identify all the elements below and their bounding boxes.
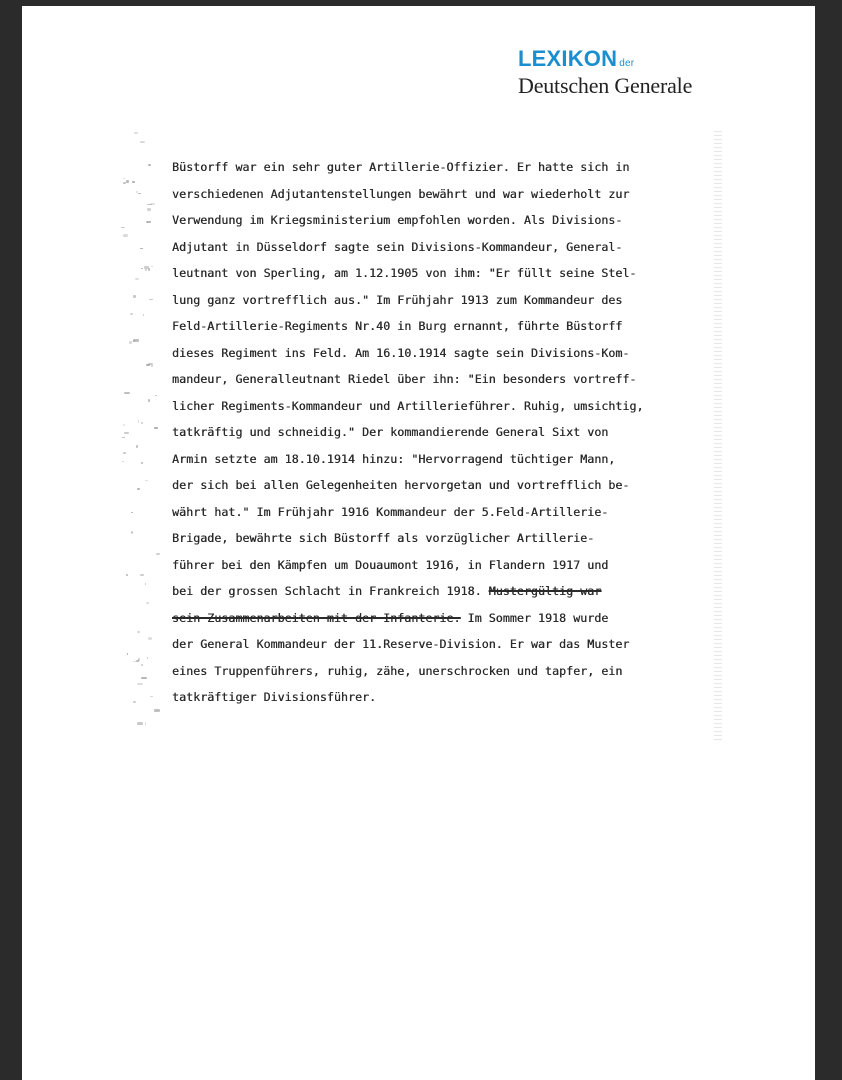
text-line: Adjutant in Düsseldorf sagte sein Divisions-Kommandeur, General- [172, 239, 623, 254]
scan-speck [136, 660, 139, 662]
typewritten-text [172, 154, 720, 711]
scan-speck [137, 631, 140, 633]
scan-speck [127, 653, 128, 656]
scan-speck [134, 132, 138, 134]
scan-speck [156, 553, 160, 555]
scan-speck [140, 141, 145, 144]
scan-speck [146, 221, 150, 223]
text-line: währt hat." Im Frühjahr 1916 Kommandeur der 5.Feld-Artillerie- [172, 504, 609, 519]
text-line [172, 578, 720, 605]
scan-speck [154, 709, 159, 711]
scan-speck [145, 583, 147, 584]
text-segment: bei der grossen Schlacht in Frankreich 1918. [172, 584, 489, 598]
scan-speck [145, 269, 147, 271]
logo-lexikon: LEXIKON der [518, 46, 635, 71]
scan-speck [149, 299, 153, 300]
scan-speck [141, 462, 143, 464]
scan-speck [141, 422, 143, 423]
scan-speck [124, 432, 129, 434]
scan-speck [148, 164, 151, 166]
scan-speck [144, 266, 149, 269]
text-line: verschiedenen Adjutantenstellungen bewährt und war wiederholt zur [172, 186, 630, 201]
scan-speck [122, 437, 125, 438]
scan-speck [141, 664, 142, 665]
scan-margin-noise [117, 128, 163, 740]
scan-speck [148, 637, 152, 640]
scan-speck [133, 701, 136, 703]
scan-speck [143, 314, 144, 316]
text-line [172, 605, 720, 632]
scan-speck [137, 488, 140, 490]
struck-text: sein Zusammenarbeiten mit der Infanterie. [172, 610, 461, 625]
scan-speck [133, 661, 135, 662]
scan-speck [147, 657, 148, 659]
text-line: Feld-Artillerie-Regiments Nr.40 in Burg ernannt, führte Büstorff [172, 319, 623, 333]
text-line: dieses Regiment ins Feld. Am 16.10.1914 sagte sein Divisions-Kom- [172, 345, 630, 360]
scan-speck [151, 365, 153, 367]
scan-speck [145, 722, 147, 724]
scan-speck [136, 445, 138, 448]
scan-speck [138, 420, 139, 422]
scan-speck [150, 696, 153, 697]
scan-speck [138, 193, 141, 194]
scan-speck [132, 181, 135, 183]
scan-speck [155, 395, 157, 397]
scan-speck [145, 480, 148, 481]
text-line: lung ganz vortrefflich aus." Im Frühjahr 1913 zum Kommandeur des [172, 292, 623, 307]
text-line: der sich bei allen Gelegenheiten hervorgetan und vortrefflich be- [172, 478, 630, 492]
scan-speck [130, 313, 134, 315]
text-line: licher Regiments-Kommandeur und Artillerieführer. Ruhig, umsichtig, [172, 398, 644, 413]
text-line: führer bei den Kämpfen um Douaumont 1916, in Flandern 1917 und [172, 557, 609, 572]
scan-speck [122, 461, 125, 463]
scan-speck [126, 180, 129, 183]
scan-speck [137, 722, 142, 724]
scan-speck [133, 295, 135, 297]
scan-speck [151, 266, 153, 267]
scan-speck [147, 204, 152, 205]
text-line: Brigade, bewährte sich Büstorff als vorzüglicher Artillerie- [172, 531, 595, 545]
scan-speck [126, 574, 128, 577]
logo-der: der [619, 58, 635, 69]
scan-speck [129, 341, 131, 344]
scan-speck [131, 512, 134, 513]
scan-speck [141, 677, 147, 679]
scan-speck [137, 683, 142, 685]
document-page [22, 6, 815, 1080]
scan-speck [123, 452, 126, 453]
text-line: mandeur, Generalleutnant Riedel über ihn: "Ein besonders vortreff- [172, 372, 637, 386]
scan-speck [123, 424, 125, 426]
text-line: leutnant von Sperling, am 1.12.1905 von ihm: "Er füllt seine Stel- [172, 266, 637, 280]
scan-speck [121, 227, 125, 228]
scan-speck [147, 208, 151, 211]
text-line: tatkräftiger Divisionsführer. [172, 690, 377, 704]
scan-speck [124, 392, 130, 394]
scan-speck [133, 339, 139, 342]
publisher-logo [518, 48, 758, 108]
scan-speck [136, 191, 138, 193]
text-line: Armin setzte am 18.10.1914 hinzu: "Hervorragend tüchtiger Mann, [172, 451, 616, 466]
scan-speck [123, 234, 129, 237]
scan-speck [135, 278, 139, 280]
scan-speck [146, 602, 148, 604]
scan-speck [140, 248, 143, 249]
text-line: der General Kommandeur der 11.Reserve-Division. Er war das Muster [172, 637, 630, 651]
text-segment: Im Sommer 1918 wurde [460, 610, 609, 625]
scan-speck [154, 427, 158, 429]
struck-text: Mustergültig war [488, 584, 602, 598]
text-line: Verwendung im Kriegsministerium empfohlen worden. Als Divisions- [172, 213, 623, 227]
scan-speck [123, 178, 125, 180]
scan-speck [148, 399, 151, 402]
text-line: eines Truppenführers, ruhig, zähe, unerschrocken und tapfer, ein [172, 663, 623, 678]
text-line: tatkräftig und schneidig." Der kommandierende General Sixt von [172, 425, 609, 439]
scan-speck [141, 268, 144, 269]
scan-speck [131, 531, 133, 534]
text-line: Büstorff war ein sehr guter Artillerie-Offizier. Er hatte sich in [172, 160, 630, 174]
logo-subtitle: Deutschen Generale [518, 73, 693, 98]
scanned-typewritten-page [117, 128, 722, 740]
scan-speck [140, 574, 144, 576]
